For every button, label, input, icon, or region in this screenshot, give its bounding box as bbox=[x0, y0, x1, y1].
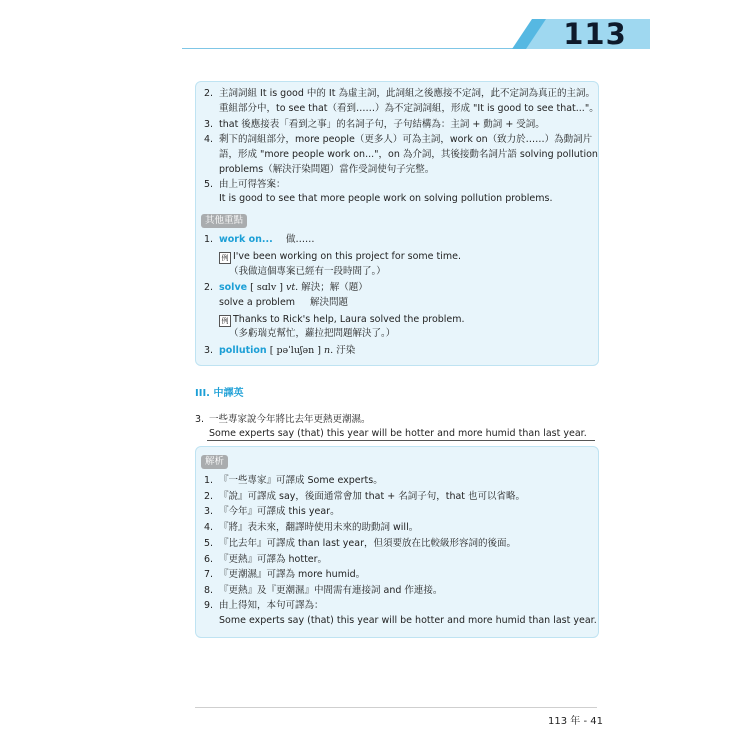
note-number: 2. bbox=[204, 491, 214, 502]
note-text: 『更熱』及『更潮濕』中間需有連接詞 and 作連接。 bbox=[219, 585, 443, 596]
note-number: 6. bbox=[204, 554, 214, 565]
vocab-pos: n. bbox=[324, 345, 334, 356]
note-text: that 後應接表「看到之事」的名詞子句，子句結構為：主詞 + 動詞 + 受詞。 bbox=[219, 119, 545, 130]
note-number: 3. bbox=[204, 119, 214, 130]
note-text: 剩下的詞組部分，more people（更多人）可為主詞，work on（致力於……）為動詞片 bbox=[219, 134, 593, 145]
note-number: 4. bbox=[204, 134, 214, 145]
answer-text: Some experts say (that) this year will be hotter and more humid than last year. bbox=[209, 428, 587, 439]
note-text: 『一些專家』可譯成 Some experts。 bbox=[219, 475, 383, 486]
note-text: 由上可得答案： bbox=[219, 179, 286, 190]
note-number: 7. bbox=[204, 569, 214, 580]
example-translation: （我做這個專案已經有一段時間了。） bbox=[229, 266, 386, 277]
question-text: 一些專家說今年將比去年更熱更潮濕。 bbox=[209, 414, 371, 425]
vocab-pos: vt. bbox=[285, 282, 299, 293]
example-sentence: I've been working on this project for some time. bbox=[233, 251, 462, 262]
example-icon: 例 bbox=[219, 315, 231, 327]
note-text: 重組部分中，to see that（看到……）為不定詞詞組，形成 "It is good to see that..."。 bbox=[219, 103, 599, 114]
note-number: 3. bbox=[204, 506, 214, 517]
note-text: 『說』可譯成 say，後面通常會加 that + 名詞子句，that 也可以省略。 bbox=[219, 491, 526, 502]
note-text: 由上得知，本句可譯為： bbox=[219, 600, 324, 611]
vocab-word: pollution bbox=[219, 345, 267, 356]
vocab-meaning: 汙染 bbox=[336, 345, 356, 356]
example-icon: 例 bbox=[219, 252, 231, 264]
note-text: 語，形成 "more people work on..."，on 為介詞，其後接動名詞片語 solving pollution bbox=[219, 149, 598, 160]
note-text: 『更潮濕』可譯為 more humid。 bbox=[219, 569, 366, 580]
header-rule bbox=[182, 48, 522, 49]
vocab-example bbox=[219, 313, 465, 327]
note-number: 5. bbox=[204, 179, 214, 190]
vocab-phrase: solve a problem bbox=[219, 297, 296, 308]
page-label: 113 年 - 41 bbox=[548, 716, 603, 727]
note-number: 8. bbox=[204, 585, 214, 596]
exam-year-number: 113 bbox=[563, 17, 627, 51]
note-number: 4. bbox=[204, 522, 214, 533]
example-translation: （多虧瑞克幫忙，蘿拉把問題解決了。） bbox=[229, 328, 396, 339]
vocab-word: solve bbox=[219, 282, 248, 293]
question-number: 3. bbox=[195, 414, 205, 425]
analysis-tag: 解析 bbox=[201, 455, 228, 469]
vocab-phonetic: [ sɑlv ] bbox=[250, 282, 283, 293]
note-number: 5. bbox=[204, 538, 214, 549]
vocab-meaning: 解決；解（題） bbox=[301, 282, 368, 293]
vocab-example bbox=[219, 250, 461, 264]
note-text: 『比去年』可譯成 than last year，但須要放在比較級形容詞的後面。 bbox=[219, 538, 516, 549]
note-number: 1. bbox=[204, 475, 214, 486]
vocab-phonetic: [ pəˈluʃən ] bbox=[269, 345, 321, 356]
vocab-phrase-meaning: 解決問題 bbox=[310, 297, 349, 308]
example-sentence: Thanks to Rick's help, Laura solved the problem. bbox=[233, 314, 465, 325]
note-text: 『更熱』可譯為 hotter。 bbox=[219, 554, 328, 565]
vocab-number: 2. bbox=[204, 282, 214, 293]
answer-underline bbox=[207, 440, 595, 441]
note-text: 『將』表未來，翻譯時使用未來的助動詞 will。 bbox=[219, 522, 419, 533]
other-points-tag: 其他重點 bbox=[201, 214, 247, 228]
final-answer: Some experts say (that) this year will be hotter and more humid than last year. bbox=[219, 615, 597, 626]
vocab-entry bbox=[219, 281, 368, 295]
note-answer: It is good to see that more people work on solving pollution problems. bbox=[219, 193, 553, 204]
note-text: 『今年』可譯成 this year。 bbox=[219, 506, 340, 517]
note-text: 主詞詞組 It is good 中的 It 為虛主詞，此詞組之後應接不定詞，此不定詞為真正的主詞。 bbox=[219, 88, 595, 99]
vocab-number: 3. bbox=[204, 345, 214, 356]
footer-rule bbox=[195, 707, 597, 708]
vocab-entry bbox=[219, 344, 355, 358]
vocab-meaning: 做…… bbox=[286, 234, 315, 245]
vocab-number: 1. bbox=[204, 234, 214, 245]
note-number: 2. bbox=[204, 88, 214, 99]
vocab-word: work on... bbox=[219, 234, 273, 245]
section-title: III. 中譯英 bbox=[195, 388, 244, 399]
note-number: 9. bbox=[204, 600, 214, 611]
note-text: problems（解決汙染問題）當作受詞使句子完整。 bbox=[219, 164, 435, 175]
